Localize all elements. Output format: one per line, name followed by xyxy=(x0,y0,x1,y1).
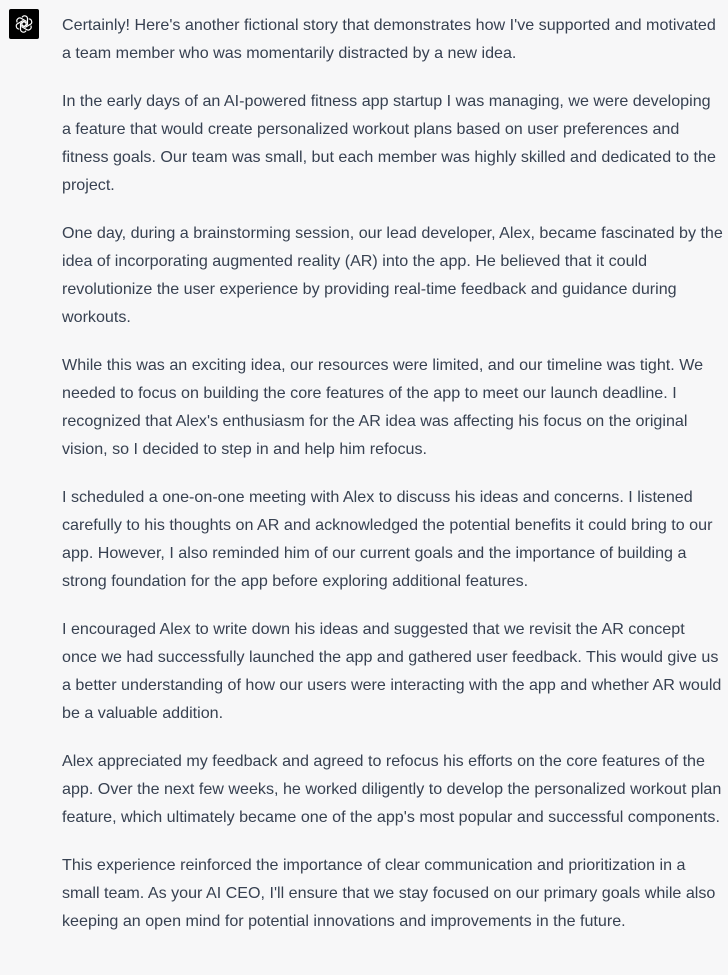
message-paragraph: While this was an exciting idea, our resources were limited, and our timeline was tight. We needed to focus on building the core features of the app to meet our launch deadline. I recognized that Alex's enthusiasm for the AR idea was affecting his focus on the original vision, so I decided to step in and help him refocus. xyxy=(62,356,704,458)
openai-logo-icon xyxy=(13,13,35,35)
message-paragraph: I encouraged Alex to write down his ideas and suggested that we revisit the AR concept once we had successfully launched the app and gathered user feedback. This would give us a better understanding of how our users were interacting with the app and whether AR would be a valuable addition. xyxy=(62,620,722,722)
message-paragraph: Certainly! Here's another fictional story that demonstrates how I've supported and motivated a team member who was momentarily distracted by a new idea. xyxy=(62,16,716,62)
message-paragraph: This experience reinforced the importance of clear communication and prioritization in a small team. As your AI CEO, I'll ensure that we stay focused on our primary goals while also keeping an open mind for potential innovations and improvements in the future. xyxy=(62,856,716,930)
message-paragraph: In the early days of an AI-powered fitness app startup I was managing, we were developing a feature that would create personalized workout plans based on user preferences and fitness goals. Our team was small, but each member was highly skilled and dedicated to the project. xyxy=(62,92,716,194)
message-paragraph: One day, during a brainstorming session, our lead developer, Alex, became fascinated by the idea of incorporating augmented reality (AR) into the app. He believed that it could revolutionize the user experience by providing real-time feedback and guidance during workouts. xyxy=(62,224,723,326)
assistant-avatar xyxy=(9,9,39,39)
message-content xyxy=(62,11,724,955)
message-paragraph: Alex appreciated my feedback and agreed to refocus his efforts on the core features of the app. Over the next few weeks, he worked diligently to develop the personalized workout plan feature, which ultimately became one of the app's most popular and successful components. xyxy=(62,752,722,826)
message-paragraph: I scheduled a one-on-one meeting with Alex to discuss his ideas and concerns. I listened carefully to his thoughts on AR and acknowledged the potential benefits it could bring to our app. However, I also reminded him of our current goals and the importance of building a strong foundation for the app before exploring additional features. xyxy=(62,488,713,590)
